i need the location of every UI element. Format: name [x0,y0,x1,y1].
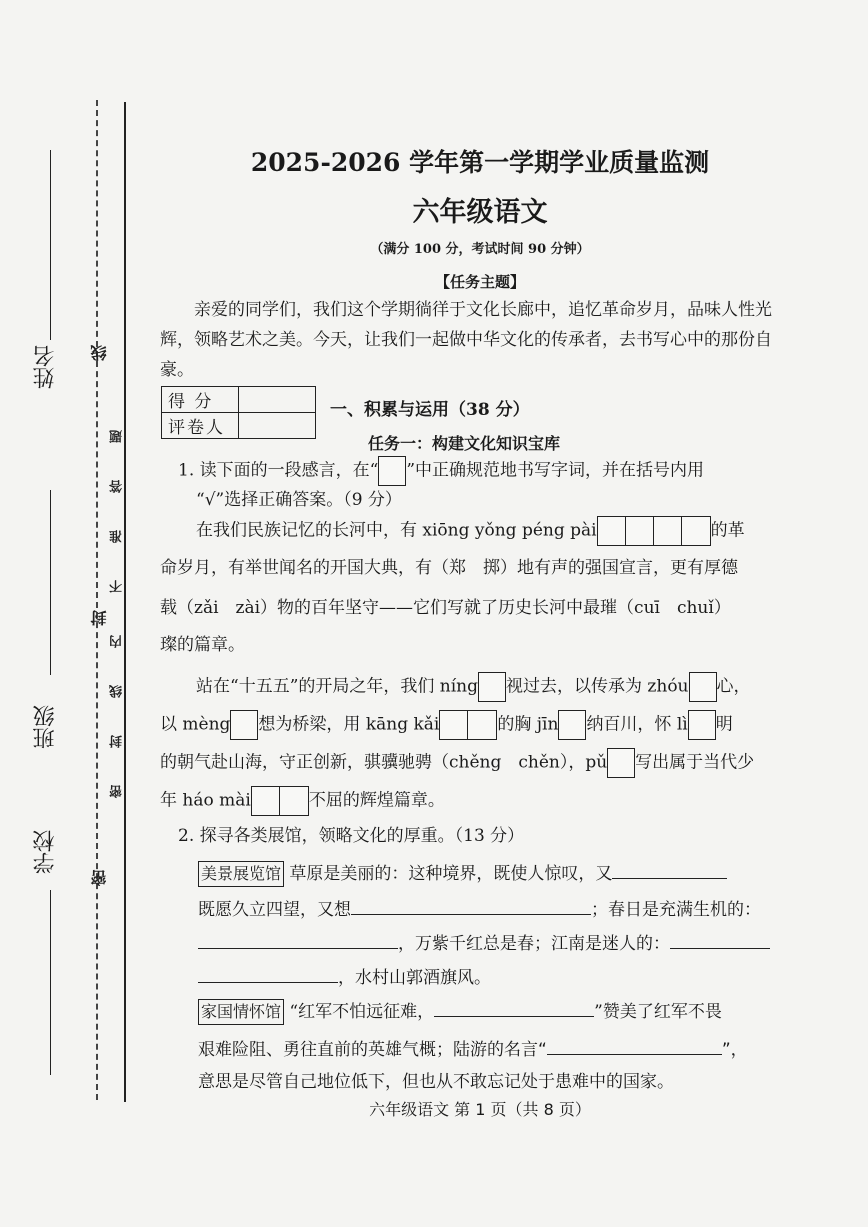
warning-char-2: 答 [110,480,125,493]
q2-hall2-line1: 家国情怀馆 “红军不怕远征难， ”赞美了红军不畏 [198,998,722,1025]
q2-hall1-line2: 既愿久立四望，又想 ；春日是充满生机的： [198,896,761,922]
seal-char-xian: 线 [90,345,109,361]
warning-char-4: 不 [110,580,125,593]
blank-1[interactable] [612,860,727,879]
warning-char-3: 准 [110,530,125,543]
grader-cell[interactable] [239,413,316,439]
q2-hall1-line4: ，水村山郭酒旗风。 [198,964,491,990]
blank-5[interactable] [198,964,338,983]
blank-4[interactable] [670,930,770,949]
hall-tag-patriotism: 家国情怀馆 [198,999,284,1025]
q2-hall2-line3: 意思是尽管自己地位低下，但也从不敢忘记处于患难中的国家。 [198,1072,674,1092]
q2-hall1-line3: ，万紫千红总是春；江南是迷人的： [198,930,770,956]
blank-6[interactable] [434,998,594,1017]
q1-line4: 璨的篇章。 [160,635,245,655]
warning-char-5: 内 [110,635,125,648]
warning-char-6: 线 [110,685,125,698]
score-table [161,386,316,439]
task1-heading: 任务一：构建文化知识宝库 [368,434,561,453]
q1-line6: 以 mèng 想为桥梁，用 kāng kǎi 的胸 jīn 纳百川，怀 lì 明 [160,710,733,740]
score-label: 得 分 [162,387,239,413]
warning-char-1: 题 [110,430,125,443]
q1-line8: 年 háo mài 不屈的辉煌篇章。 [160,786,445,816]
blank-3[interactable] [198,930,398,949]
grader-label: 评卷人 [162,413,239,439]
sample-box [378,456,406,486]
hall-tag-scenery: 美景展览馆 [198,861,284,887]
q1-line2: 命岁月，有举世闻名的开国大典，有（郑 掷）地有声的强国宣言，更有厚德 [160,558,738,578]
q2-prompt: 2. 探寻各类展馆，领略文化的厚重。（13 分） [178,826,525,846]
page-footer: 六年级语文 第 1 页（共 8 页） [369,1100,591,1119]
q2-hall2-line2: 艰难险阻、勇往直前的英雄气概；陆游的名言“ ”， [198,1036,748,1062]
answer-boxes-xiongyong[interactable] [597,516,711,546]
seal-char-feng: 封 [90,610,109,626]
answer-boxes-haomai[interactable] [251,786,309,816]
answer-boxes-kangkai[interactable] [439,710,497,740]
seal-dashed-line [96,100,98,1100]
theme-heading: 【任务主题】 [434,273,525,291]
exam-subject: 六年级语文 [412,197,548,228]
q2-hall1-line1: 美景展览馆 草原是美丽的：这种境界，既使人惊叹，又 [198,860,727,887]
q1-line3: 载（zǎi zài）物的百年坚守——它们写就了历史长河中最璀（cuī chuǐ） [160,598,731,618]
q1-line7: 的朝气赴山海，守正创新，骐骥驰骋（chěng chěn），pǔ 写出属于当代少 [160,748,754,778]
binding-solid-line [124,102,126,1102]
answer-box-ning[interactable] [478,672,506,702]
seal-char-mi: 密 [90,870,109,886]
name-write-line [50,150,51,340]
warning-char-7: 封 [110,735,125,748]
answer-box-meng[interactable] [230,710,258,740]
answer-box-li[interactable] [688,710,716,740]
blank-2[interactable] [351,896,591,915]
name-label: 姓名 [33,345,58,389]
exam-title: 2025-2026 学年第一学期学业质量监测 [250,148,710,177]
exam-note: （满分 100 分，考试时间 90 分钟） [370,242,590,257]
q1-prompt-line1: 1. 读下面的一段感言，在“ ”中正确规范地书写字词，并在括号内用 [178,456,704,486]
answer-box-jin[interactable] [558,710,586,740]
warning-char-8: 密 [110,785,125,798]
school-label: 学校 [33,830,58,874]
class-write-line [50,490,51,675]
q1-line5: 站在“十五五”的开局之年，我们 níng 视过去，以传承为 zhóu 心， [196,672,751,702]
intro-paragraph: 亲爱的同学们，我们这个学期徜徉于文化长廊中，追忆革命岁月，品味人性光辉，领略艺术之美。今天，让我们一起做中华文化的传承者，去书写心中的那份自豪。 [160,300,772,380]
section1-heading: 一、积累与运用（38 分） [330,400,530,420]
answer-box-pu[interactable] [607,748,635,778]
score-cell[interactable] [239,387,316,413]
class-label: 班级 [33,705,58,749]
answer-box-zhou[interactable] [689,672,717,702]
q1-prompt-line2: “√”选择正确答案。（9 分） [196,490,402,510]
blank-7[interactable] [547,1036,722,1055]
q1-line1: 在我们民族记忆的长河中，有 xiōng yǒng péng pài 的革 [196,516,745,546]
school-write-line [50,890,51,1075]
